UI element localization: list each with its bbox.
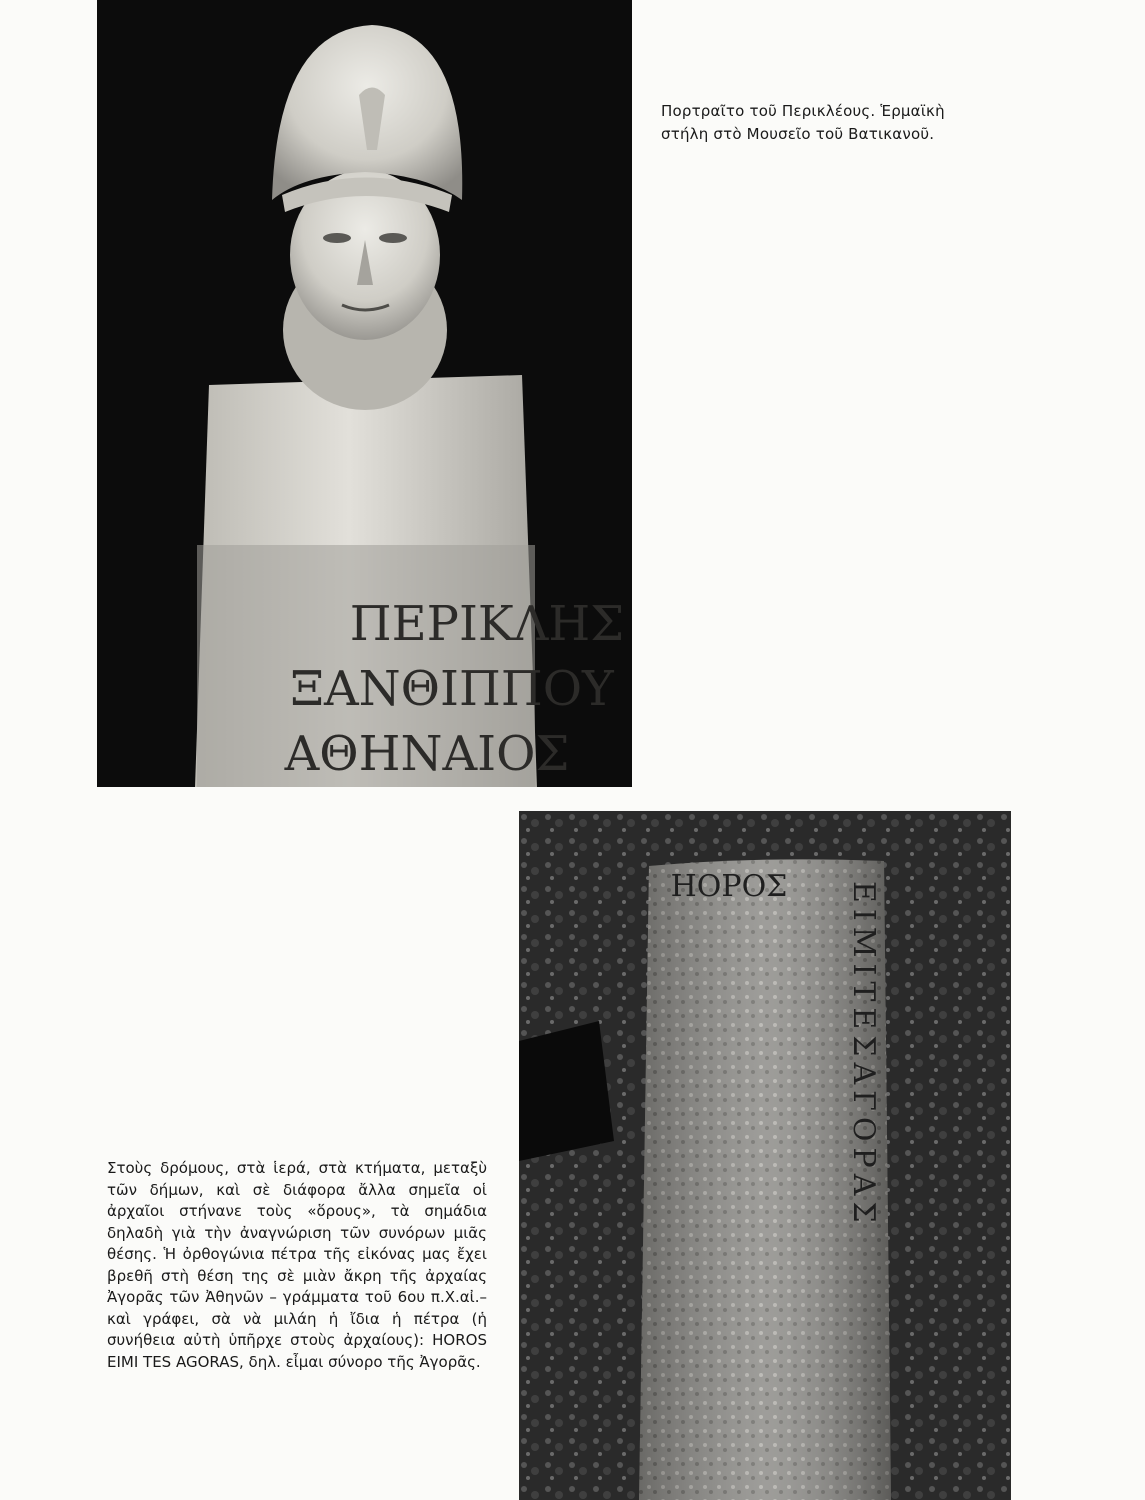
horos-caption xyxy=(107,1158,487,1373)
stone-inscription-top: ΗΟΡΟΣ xyxy=(670,869,788,904)
horos-caption-text: Στοὺς δρόμους, στὰ ἱερά, στὰ κτήματα, μεταξὺ τῶν δήμων, καὶ σὲ διάφορα ἄλλα σημεῖα οἱ ἀρχαῖοι στήνανε τοὺς «ὅρους», τὰ σημάδια δηλαδὴ γιὰ τὴν ἀναγνώριση τῶν συνόρων μιᾶς θέσης. Ἡ ὀρθογώνια πέτρα τῆς εἰκόνας μας ἔχει βρεθῆ στὴ θέση της σὲ μιὰν ἄκρη τῆς ἀρχαίας Ἀγορᾶς τῶν Ἀθηνῶν – γράμματα τοῦ 6ου π.Χ.αἰ.–καὶ γράφει, σὰ νὰ μιλάη ἡ ἴδια ἡ πέτρα (ἡ συνήθεια αὐτὴ ὑπῆρχε στοὺς ἀρχαίους): HOROS EIMI TES AGORAS, δηλ. εἶμαι σύνορο τῆς Ἀγορᾶς. xyxy=(107,1159,487,1371)
pericles-bust-photo xyxy=(97,0,632,787)
bust-inscription-line-1: ΠΕΡΙΚΛΗΣ xyxy=(349,596,625,652)
pericles-caption xyxy=(661,100,1021,146)
pericles-caption-line-2: στήλη στὸ Μουσεῖο τοῦ Βατικανοῦ. xyxy=(661,125,935,143)
pericles-caption-line-1: Πορτραῖτο τοῦ Περικλέους. Ἑρμαϊκὴ xyxy=(661,102,945,120)
bust-inscription-line-3: ΑΘΗΝΑΙΟΣ xyxy=(284,726,570,782)
bust-inscription-line-2: ΞΑΝΘΙΠΠΟΥ xyxy=(290,661,614,717)
horos-stone-image xyxy=(519,811,1011,1500)
horos-stone-photo xyxy=(519,811,1011,1500)
stone-inscription-side: ΕΙΜΙΤΕΣΑΓΟΡΑΣ xyxy=(846,881,881,1229)
pericles-bust-image xyxy=(97,0,632,787)
